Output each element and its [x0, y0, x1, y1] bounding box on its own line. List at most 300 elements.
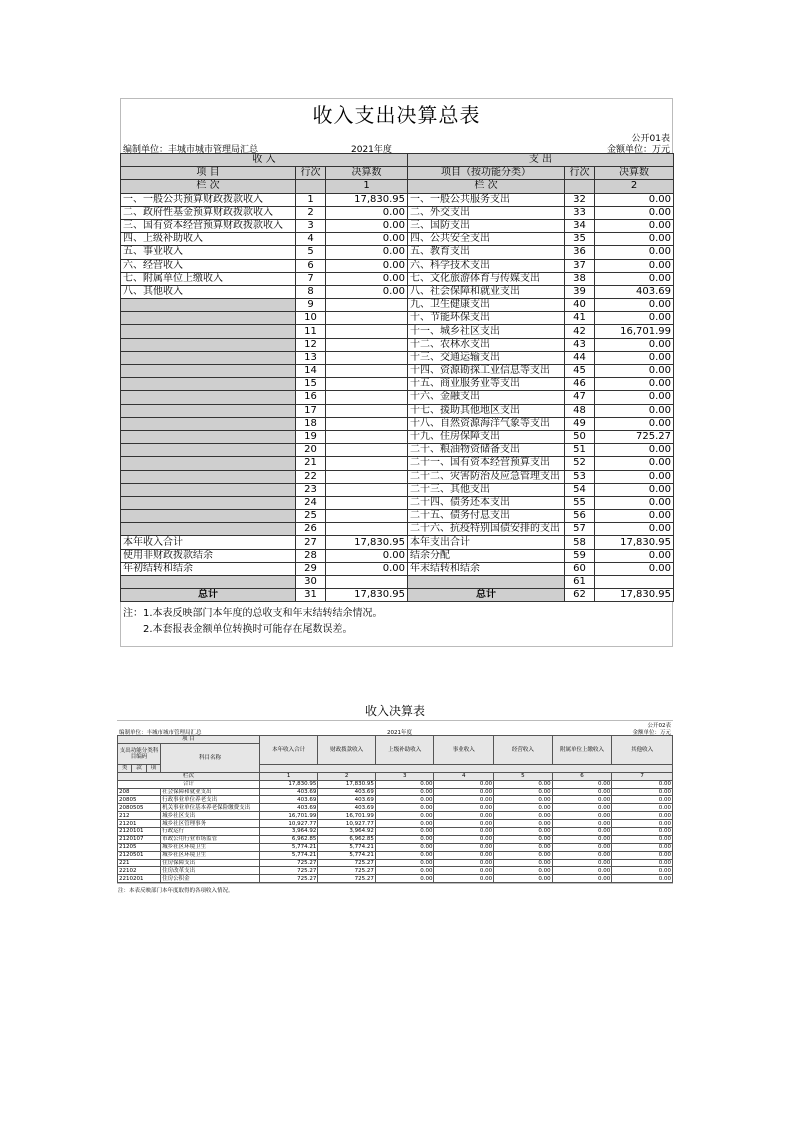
- expense-item: 六、科学技术支出: [408, 259, 565, 272]
- expense-amount: 0.00: [595, 272, 674, 285]
- income-amount: [326, 576, 408, 589]
- blank-cell: [296, 180, 326, 193]
- summary-row: [121, 430, 674, 443]
- expense-item: 二十四、债务还本支出: [408, 496, 565, 509]
- sheet-header-info: [117, 721, 673, 735]
- income-line-no: 20: [296, 444, 326, 457]
- income-item: [121, 470, 296, 483]
- expense-line-no: 43: [565, 338, 595, 351]
- income-value: 0.00: [494, 796, 553, 804]
- subject-name: 住房公积金: [161, 875, 260, 883]
- income-line-no: 3: [296, 219, 326, 232]
- year-label: 2021年度: [351, 145, 392, 155]
- income-line-no: 8: [296, 285, 326, 298]
- unit-label: 编制单位：丰城市城市管理局汇总: [119, 730, 202, 736]
- income-line-no: 9: [296, 299, 326, 312]
- income-line-no: 12: [296, 338, 326, 351]
- income-item: 七、附属单位上缴收入: [121, 272, 296, 285]
- expense-amount: 0.00: [595, 233, 674, 246]
- income-line-no: 23: [296, 483, 326, 496]
- expense-item: 结余分配: [408, 549, 565, 562]
- item-header: 项 目: [118, 736, 260, 744]
- income-item: 一、一般公共预算财政拨款收入: [121, 193, 296, 206]
- income-value: 0.00: [552, 851, 612, 859]
- income-value: 0.00: [434, 835, 494, 843]
- expense-line-no: 52: [565, 457, 595, 470]
- income-value: 0.00: [494, 835, 553, 843]
- blank-cell: [259, 764, 672, 772]
- expense-amount: 0.00: [595, 483, 674, 496]
- income-item: [121, 483, 296, 496]
- income-row: [118, 812, 673, 820]
- income-item: [121, 325, 296, 338]
- summary-table: [120, 153, 674, 602]
- income-value: 16,701.99: [259, 812, 318, 820]
- income-value: 0.00: [552, 812, 612, 820]
- summary-row: [121, 325, 674, 338]
- expense-line-no: 48: [565, 404, 595, 417]
- summary-row: [121, 536, 674, 549]
- income-line-no: 18: [296, 417, 326, 430]
- year-label: 2021年度: [387, 730, 412, 736]
- note-2: 2.本套报表金额单位转换时可能存在尾数误差。: [143, 624, 353, 636]
- expense-amount: 0.00: [595, 496, 674, 509]
- expense-item: [408, 576, 565, 589]
- income-item: [121, 404, 296, 417]
- income-value: 0.00: [612, 812, 673, 820]
- income-item: 使用非财政拨款结余: [121, 549, 296, 562]
- lanci-label: 栏 次: [408, 180, 565, 193]
- income-line-no: 7: [296, 272, 326, 285]
- col-number: 4: [434, 772, 494, 780]
- income-value: 0.00: [375, 788, 434, 796]
- income-amount: [326, 470, 408, 483]
- expense-amount: 0.00: [595, 470, 674, 483]
- summary-row: [121, 523, 674, 536]
- subject-name: 行政运行: [161, 828, 260, 836]
- income-item: [121, 496, 296, 509]
- income-value: 0.00: [612, 875, 673, 883]
- income-item: [121, 299, 296, 312]
- income-value: 0.00: [494, 820, 553, 828]
- expense-item: 十六、金融支出: [408, 391, 565, 404]
- expense-item: 十七、援助其他地区支出: [408, 404, 565, 417]
- income-line-no: 25: [296, 510, 326, 523]
- expense-amount: 0.00: [595, 193, 674, 206]
- income-value: 0.00: [552, 788, 612, 796]
- income-amount: [326, 404, 408, 417]
- income-value: 0.00: [375, 835, 434, 843]
- expense-item: 二十一、国有资本经营预算支出: [408, 457, 565, 470]
- income-value: 725.27: [259, 867, 318, 875]
- income-value: 0.00: [552, 835, 612, 843]
- income-value: 0.00: [375, 804, 434, 812]
- income-value: 0.00: [612, 796, 673, 804]
- expense-item: 二十六、抗疫特别国债安排的支出: [408, 523, 565, 536]
- unit-label: 编制单位：丰城市城市管理局汇总: [123, 145, 259, 155]
- col-line: 行次: [296, 167, 326, 180]
- income-value: 0.00: [375, 796, 434, 804]
- expense-amount: 17,830.95: [595, 536, 674, 549]
- income-value: 0.00: [552, 867, 612, 875]
- income-item: 年初结转和结余: [121, 562, 296, 575]
- expense-line-no: 50: [565, 430, 595, 443]
- income-line-no: 31: [296, 589, 326, 602]
- summary-row: [121, 338, 674, 351]
- form-code: 公开01表: [631, 134, 670, 144]
- income-row: [118, 843, 673, 851]
- summary-row: [121, 219, 674, 232]
- col-item-func: 项目（按功能分类）: [408, 167, 565, 180]
- summary-row: [121, 549, 674, 562]
- income-value: 0.00: [552, 828, 612, 836]
- income-row: [118, 804, 673, 812]
- income-item: [121, 510, 296, 523]
- col-number: 1: [326, 180, 408, 193]
- income-value: 0.00: [494, 804, 553, 812]
- income-amount: 0.00: [326, 285, 408, 298]
- income-value: 0.00: [552, 820, 612, 828]
- expense-item: 十三、交通运输支出: [408, 351, 565, 364]
- income-amount: 0.00: [326, 272, 408, 285]
- expense-item: 九、卫生健康支出: [408, 299, 565, 312]
- income-value: 403.69: [259, 796, 318, 804]
- summary-row: [121, 483, 674, 496]
- expense-line-no: 41: [565, 312, 595, 325]
- income-value: 0.00: [612, 843, 673, 851]
- function-code: 2120501: [118, 851, 161, 859]
- income-value: 3,964.92: [318, 828, 376, 836]
- income-value: 6,962.85: [318, 835, 376, 843]
- sheet-title: 收入支出决算总表: [120, 98, 673, 131]
- income-value: 0.00: [375, 867, 434, 875]
- income-amount: [326, 325, 408, 338]
- expense-item: 十五、商业服务业等支出: [408, 378, 565, 391]
- expense-amount: 0.00: [595, 219, 674, 232]
- income-row: [118, 867, 673, 875]
- income-row: [118, 851, 673, 859]
- income-value: 0.00: [375, 875, 434, 883]
- subject-name: 住房改革支出: [161, 867, 260, 875]
- income-line-no: 15: [296, 378, 326, 391]
- income-row: [118, 796, 673, 804]
- function-code: 21205: [118, 843, 161, 851]
- lanci-label: 栏 次: [121, 180, 296, 193]
- income-item: [121, 457, 296, 470]
- expense-line-no: 59: [565, 549, 595, 562]
- note-1: 注：1.本表反映部门本年度的总收支和年末结转结余情况。: [123, 608, 383, 620]
- subject-name: 城乡社区环境卫生: [161, 851, 260, 859]
- expense-line-no: 57: [565, 523, 595, 536]
- expense-amount: 0.00: [595, 259, 674, 272]
- income-value: 0.00: [494, 867, 553, 875]
- income-item: [121, 365, 296, 378]
- function-code: 2080505: [118, 804, 161, 812]
- form-code: 公开02表: [647, 723, 671, 729]
- income-row: [118, 875, 673, 883]
- income-item: [121, 312, 296, 325]
- income-item: 四、上级补助收入: [121, 233, 296, 246]
- col-number: 6: [552, 772, 612, 780]
- income-row: [118, 828, 673, 836]
- income-line-no: 4: [296, 233, 326, 246]
- function-code: 21201: [118, 820, 161, 828]
- income-item: [121, 523, 296, 536]
- expense-amount: [595, 576, 674, 589]
- summary-row: [121, 496, 674, 509]
- income-value: 0.00: [434, 804, 494, 812]
- income-item: 八、其他收入: [121, 285, 296, 298]
- expense-item: 四、公共安全支出: [408, 233, 565, 246]
- income-value: 5,774.21: [318, 851, 376, 859]
- expense-line-no: 58: [565, 536, 595, 549]
- income-value: 725.27: [318, 859, 376, 867]
- income-value: 0.00: [375, 828, 434, 836]
- summary-row: [121, 233, 674, 246]
- income-value: 403.69: [318, 796, 376, 804]
- summary-row: [121, 391, 674, 404]
- money-unit: 金额单位：万元: [606, 145, 670, 155]
- summary-row: [121, 589, 674, 602]
- income-line-no: 24: [296, 496, 326, 509]
- income-amount: [326, 351, 408, 364]
- income-value: 403.69: [318, 788, 376, 796]
- sheet-header-info: [120, 131, 673, 153]
- function-code: 221: [118, 859, 161, 867]
- income-value: 0.00: [612, 859, 673, 867]
- col-line: 行次: [565, 167, 595, 180]
- section-header-row: [121, 154, 674, 167]
- expense-amount: 0.00: [595, 404, 674, 417]
- income-row: [118, 859, 673, 867]
- income-value: 0.00: [494, 859, 553, 867]
- income-amount: 17,830.95: [326, 589, 408, 602]
- subject-name: 城乡社区管理事务: [161, 820, 260, 828]
- expense-item: 七、文化旅游体育与传媒支出: [408, 272, 565, 285]
- expense-line-no: 49: [565, 417, 595, 430]
- income-amount: [326, 444, 408, 457]
- subject-name: 城乡社区支出: [161, 812, 260, 820]
- income-value: 0.00: [552, 796, 612, 804]
- function-code: 2120107: [118, 835, 161, 843]
- income-line-no: 17: [296, 404, 326, 417]
- expense-line-no: 60: [565, 562, 595, 575]
- expense-item: 十八、自然资源海洋气象等支出: [408, 417, 565, 430]
- level-xiang: 项: [146, 764, 160, 772]
- expense-line-no: 34: [565, 219, 595, 232]
- expense-item: 二十五、债务付息支出: [408, 510, 565, 523]
- expense-header: 支 出: [408, 154, 674, 167]
- income-value: 0.00: [494, 788, 553, 796]
- income-line-no: 5: [296, 246, 326, 259]
- expense-line-no: 35: [565, 233, 595, 246]
- total-label: 合计: [118, 780, 260, 788]
- subject-name: 住房保障支出: [161, 859, 260, 867]
- col-upper: 上级补助收入: [375, 736, 434, 765]
- col-number: 2: [318, 772, 376, 780]
- expense-item: 总计: [408, 589, 565, 602]
- income-expense-summary-sheet: [120, 98, 673, 647]
- function-code: 22102: [118, 867, 161, 875]
- income-line-no: 16: [296, 391, 326, 404]
- income-item: 五、事业收入: [121, 246, 296, 259]
- income-item: 六、经营收入: [121, 259, 296, 272]
- income-item: [121, 338, 296, 351]
- expense-amount: 0.00: [595, 523, 674, 536]
- income-value: 0.00: [494, 851, 553, 859]
- income-header: 收 入: [121, 154, 408, 167]
- income-value: 0.00: [375, 843, 434, 851]
- income-value: 0.00: [434, 788, 494, 796]
- col-affiliated: 附属单位上缴收入: [552, 736, 612, 765]
- col-total: 本年收入合计: [259, 736, 318, 765]
- income-line-no: 14: [296, 365, 326, 378]
- income-line-no: 29: [296, 562, 326, 575]
- income-value: 0.00: [612, 788, 673, 796]
- income-line-no: 26: [296, 523, 326, 536]
- function-code: 2120101: [118, 828, 161, 836]
- income-value: 0.00: [612, 851, 673, 859]
- income-value: 0.00: [612, 820, 673, 828]
- summary-row: [121, 562, 674, 575]
- summary-row: [121, 404, 674, 417]
- col-number: 2: [595, 180, 674, 193]
- code-header: 支出功能分类科目编码: [118, 743, 161, 764]
- income-row: [118, 788, 673, 796]
- summary-row: [121, 417, 674, 430]
- income-value: 0.00: [434, 796, 494, 804]
- income-item: [121, 430, 296, 443]
- summary-row: [121, 246, 674, 259]
- summary-row: [121, 444, 674, 457]
- expense-amount: 0.00: [595, 457, 674, 470]
- expense-amount: 0.00: [595, 510, 674, 523]
- income-item: 二、政府性基金预算财政拨款收入: [121, 206, 296, 219]
- col-number: 3: [375, 772, 434, 780]
- income-value: 0.00: [434, 867, 494, 875]
- subject-name: 社会保障和就业支出: [161, 788, 260, 796]
- expense-amount: 0.00: [595, 562, 674, 575]
- income-amount: [326, 365, 408, 378]
- income-value: 725.27: [259, 875, 318, 883]
- lanci-row: [118, 772, 673, 780]
- income-value: 0.00: [494, 843, 553, 851]
- summary-row: [121, 365, 674, 378]
- expense-line-no: 53: [565, 470, 595, 483]
- note: 注：本表反映部门本年度取得的各项收入情况。: [117, 883, 673, 896]
- income-row: [118, 820, 673, 828]
- expense-line-no: 55: [565, 496, 595, 509]
- expense-item: 三、国防支出: [408, 219, 565, 232]
- income-amount: [326, 312, 408, 325]
- income-amount: 17,830.95: [326, 536, 408, 549]
- total-value: 0.00: [375, 780, 434, 788]
- level-lei: 类: [118, 764, 132, 772]
- subject-name: 市政公用行业市场监管: [161, 835, 260, 843]
- function-code: 208: [118, 788, 161, 796]
- expense-line-no: 38: [565, 272, 595, 285]
- income-value: 0.00: [434, 843, 494, 851]
- expense-amount: 0.00: [595, 365, 674, 378]
- income-value: 0.00: [612, 828, 673, 836]
- income-value: 0.00: [375, 851, 434, 859]
- expense-line-no: 36: [565, 246, 595, 259]
- expense-line-no: 45: [565, 365, 595, 378]
- income-line-no: 27: [296, 536, 326, 549]
- expense-item: 十九、住房保障支出: [408, 430, 565, 443]
- expense-line-no: 61: [565, 576, 595, 589]
- expense-item: 一、一般公共服务支出: [408, 193, 565, 206]
- income-value: 3,964.92: [259, 828, 318, 836]
- income-amount: [326, 299, 408, 312]
- income-value: 0.00: [612, 804, 673, 812]
- income-value: 403.69: [259, 788, 318, 796]
- expense-item: 十、节能环保支出: [408, 312, 565, 325]
- function-code: 20805: [118, 796, 161, 804]
- expense-line-no: 54: [565, 483, 595, 496]
- expense-item: 十一、城乡社区支出: [408, 325, 565, 338]
- expense-amount: 17,830.95: [595, 589, 674, 602]
- expense-item: 二十二、灾害防治及应急管理支出: [408, 470, 565, 483]
- income-amount: 17,830.95: [326, 193, 408, 206]
- col-amount: 决算数: [595, 167, 674, 180]
- income-amount: [326, 430, 408, 443]
- summary-row: [121, 470, 674, 483]
- col-amount: 决算数: [326, 167, 408, 180]
- expense-line-no: 42: [565, 325, 595, 338]
- expense-amount: 403.69: [595, 285, 674, 298]
- summary-row: [121, 510, 674, 523]
- expense-amount: 725.27: [595, 430, 674, 443]
- col-fiscal: 财政拨款收入: [318, 736, 376, 765]
- blank-cell: [565, 180, 595, 193]
- total-value: 0.00: [494, 780, 553, 788]
- income-value: 16,701.99: [318, 812, 376, 820]
- income-line-no: 22: [296, 470, 326, 483]
- income-amount: [326, 496, 408, 509]
- col-other: 其他收入: [612, 736, 673, 765]
- income-amount: [326, 338, 408, 351]
- income-value: 0.00: [434, 851, 494, 859]
- expense-item: 二十三、其他支出: [408, 483, 565, 496]
- income-line-no: 1: [296, 193, 326, 206]
- income-amount: 0.00: [326, 246, 408, 259]
- income-line-no: 19: [296, 430, 326, 443]
- income-amount: 0.00: [326, 233, 408, 246]
- income-value: 725.27: [318, 867, 376, 875]
- expense-line-no: 47: [565, 391, 595, 404]
- summary-row: [121, 378, 674, 391]
- function-code: 2210201: [118, 875, 161, 883]
- col-business: 事业收入: [434, 736, 494, 765]
- expense-item: 二、外交支出: [408, 206, 565, 219]
- income-value: 0.00: [552, 875, 612, 883]
- income-value: 0.00: [434, 812, 494, 820]
- income-value: 5,774.21: [259, 843, 318, 851]
- expense-amount: 0.00: [595, 351, 674, 364]
- income-item: [121, 444, 296, 457]
- income-amount: [326, 417, 408, 430]
- income-value: 10,927.77: [318, 820, 376, 828]
- expense-item: 年末结转和结余: [408, 562, 565, 575]
- income-line-no: 21: [296, 457, 326, 470]
- income-amount: 0.00: [326, 206, 408, 219]
- notes: [120, 602, 673, 647]
- income-amount: 0.00: [326, 549, 408, 562]
- income-amount: [326, 457, 408, 470]
- income-value: 403.69: [259, 804, 318, 812]
- income-line-no: 13: [296, 351, 326, 364]
